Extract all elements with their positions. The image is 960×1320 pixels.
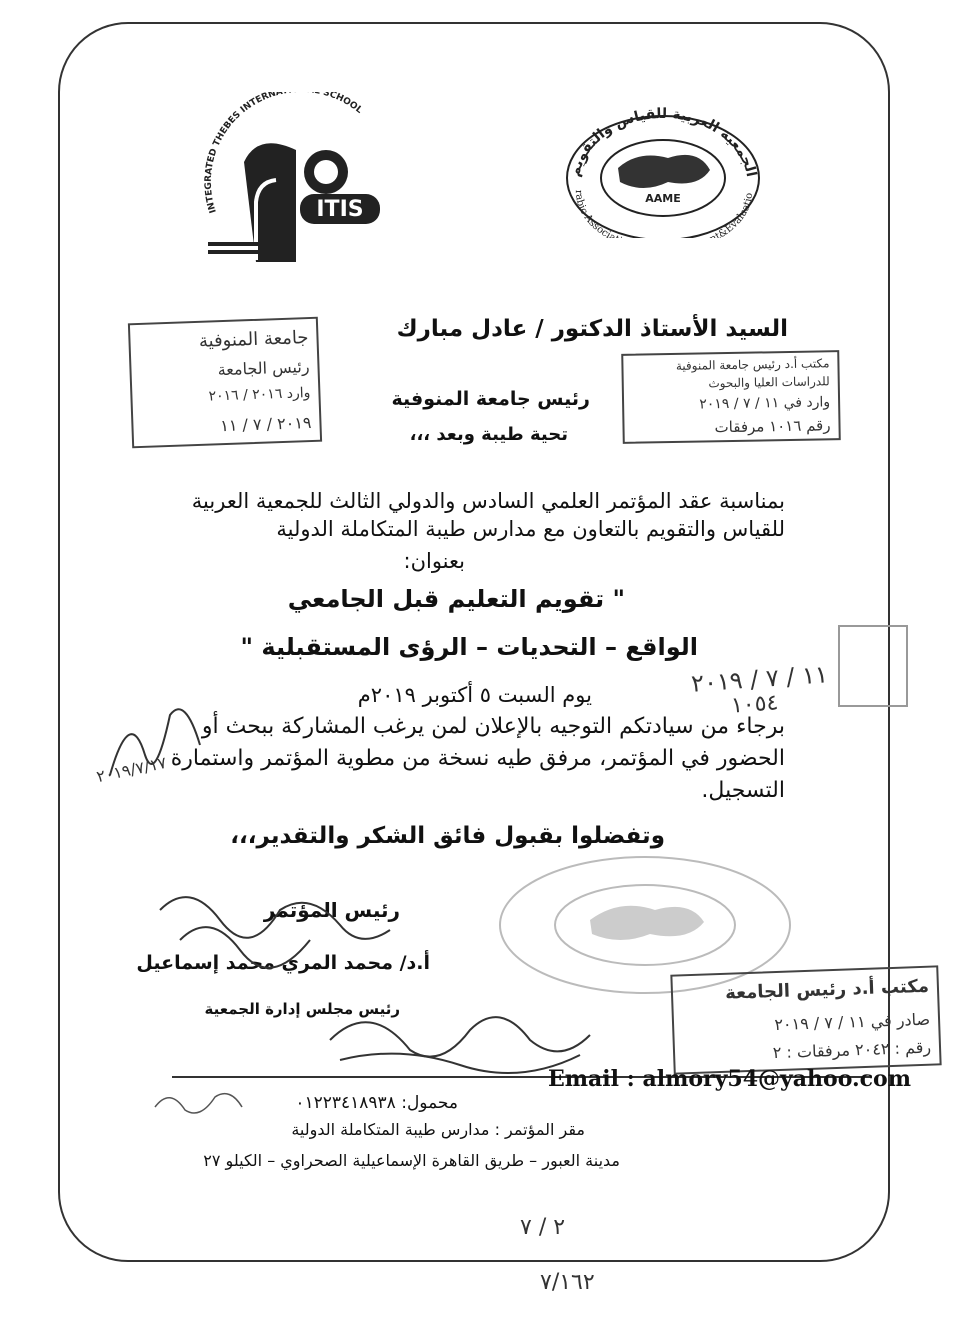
greeting: تحية طيبة وبعد ،،، — [409, 424, 568, 445]
footer-scribble — [150, 1082, 245, 1122]
itis-abbr: ITIS — [316, 197, 364, 222]
request-line: الحضور في المؤتمر، مرفق طيه نسخة من مطوية المؤتمر واستمارة — [170, 746, 785, 771]
handwritten-signature — [150, 870, 400, 990]
stamp-line: وارد في ١١ / ٧ / ٢٠١٩ — [699, 394, 831, 413]
footer-email: Email : almory54@yahoo.com — [548, 1066, 912, 1092]
signature-title: رئيس المؤتمر — [263, 898, 400, 922]
titled-label: بعنوان: — [403, 549, 465, 573]
closing: وتفضلوا بقبول فائق الشكر والتقدير،،، — [230, 823, 665, 849]
request-line: برجاء من سيادتكم التوجيه بالإعلان لمن يرغب المشاركة ببحث أو — [201, 714, 785, 739]
itis-logo — [196, 92, 396, 267]
handwritten-date-note: ١١ / ٧ / ٢٠١٩ — [690, 660, 829, 698]
stamp-line: وارد ٢٠١٦ / ٢٠١٦ — [208, 385, 311, 405]
signature-name: أ.د/ محمد المري محمد إسماعيل — [136, 952, 430, 974]
university-received-stamp — [128, 317, 322, 449]
recipient-position: رئيس جامعة المنوفية — [391, 388, 590, 410]
stamp-line: رقم : ٢٠٤٢ مرفقات : ٢ — [772, 1037, 932, 1063]
conference-title: " تقويم التعليم قبل الجامعي — [287, 585, 625, 613]
president-office-stamp — [670, 965, 941, 1074]
edge-stamp-fragment — [838, 625, 908, 707]
salutation: السيد الأستاذ الدكتور / عادل مبارك — [396, 316, 788, 342]
margin-handwritten-date: ٢٠١٩/٧/١٧ — [94, 752, 169, 787]
body-line: للقياس والتقويم بالتعاون مع مدارس طيبة المتكاملة الدولية — [276, 517, 785, 541]
footer-mobile: محمول: ٠١٢٢٣٤١٨٩٣٨ — [295, 1093, 458, 1113]
stamp-line: للدراسات العليا والبحوث — [708, 374, 830, 391]
itis-arc-text: INTEGRATED THEBES INTERNA SCHOOL — [203, 92, 364, 215]
stamp-line: رئيس الجامعة — [217, 357, 310, 380]
stamp-line: مكتب أ.د رئيس الجامعة — [724, 975, 930, 1004]
aame-abbr: AAME — [645, 192, 681, 205]
aame-seal-logo — [548, 98, 778, 238]
bottom-handwritten-note: ٧/١٦٢ — [540, 1270, 595, 1295]
handwritten-number-note: ١٠٥٤ — [729, 690, 779, 719]
conference-date: يوم السبت ٥ أكتوبر ٢٠١٩م — [357, 683, 592, 707]
footer-venue: مقر المؤتمر : مدارس طيبة المتكاملة الدولية — [291, 1120, 585, 1139]
signature-role: رئيس مجلس إدارة الجمعية — [204, 1000, 400, 1018]
bottom-handwritten-note: ٢ / ٧ — [520, 1215, 566, 1240]
stamp-line: مكتب أ.د رئيس جامعة المنوفية — [675, 356, 830, 373]
conference-subtitle: الواقع – التحديات – الرؤى المستقبلية " — [240, 633, 698, 661]
footer-address: مدينة العبور – طريق القاهرة الإسماعيلية الصحراوي – الكيلو ٢٧ — [203, 1151, 620, 1170]
stamp-line: صادر في ١١ / ٧ / ٢٠١٩ — [774, 1009, 931, 1035]
graduate-studies-stamp — [621, 350, 841, 444]
request-line: التسجيل. — [701, 778, 785, 803]
stamp-line: ٢٠١٩ / ٧ / ١١ — [219, 413, 312, 436]
aame-arc-en: rabic Associa t&Evaluatio — [572, 189, 756, 238]
body-line: بمناسبة عقد المؤتمر العلمي السادس والدولي الثالث للجمعية العربية — [191, 489, 785, 513]
stamp-line: رقم ١٠١٦ مرفقات — [714, 416, 831, 437]
stamp-line: جامعة المنوفية — [198, 327, 309, 352]
aame-arc-ar: الجمعية العربية للقياس والتقويم — [566, 105, 760, 179]
